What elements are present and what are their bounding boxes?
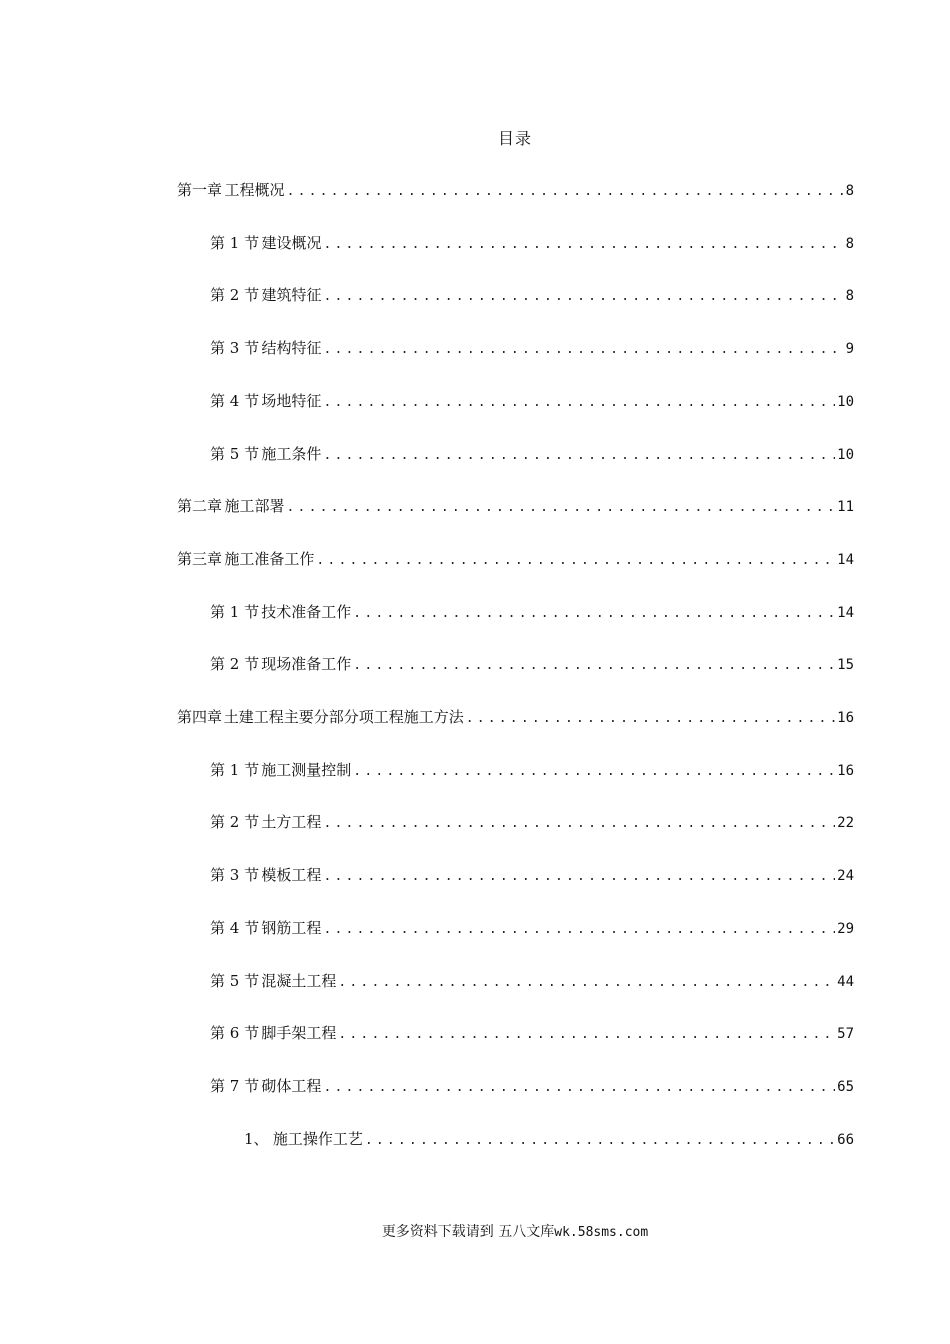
toc-entry-number: 第 7 节	[210, 1077, 260, 1095]
toc-dot-leader	[338, 1025, 835, 1045]
toc-entry-page: 10	[837, 394, 854, 410]
toc-dot-leader	[323, 446, 835, 466]
toc-dot-leader	[338, 973, 835, 993]
toc-entry-page: 14	[837, 552, 854, 568]
toc-entry-number: 第 2 节	[210, 286, 260, 304]
toc-dot-leader	[323, 287, 843, 307]
toc-entry-page: 8	[845, 236, 854, 252]
footer-text: 更多资料下载请到 五八文库	[381, 1224, 555, 1240]
toc-entry[interactable]	[0, 1129, 854, 1149]
toc-entry-page: 29	[837, 921, 854, 937]
page-title: 目录	[497, 129, 532, 148]
toc-entry-title: 钢筋工程	[261, 919, 322, 937]
toc-entry-number: 第 3 节	[210, 866, 260, 884]
toc-entry-number: 第 2 节	[210, 813, 260, 831]
toc-entry-page: 11	[837, 499, 854, 515]
toc-dot-leader	[323, 235, 843, 255]
toc-entry[interactable]	[0, 865, 854, 885]
toc-entry-title: 砌体工程	[261, 1077, 322, 1095]
toc-entry-title: 施工操作工艺	[272, 1130, 363, 1148]
toc-dot-leader	[287, 182, 844, 202]
toc-entry-title: 技术准备工作	[261, 603, 352, 621]
toc-entry[interactable]	[0, 918, 854, 938]
toc-entry-number: 第 1 节	[210, 603, 260, 621]
toc-entry-title: 工程概况	[224, 181, 285, 199]
toc-entry-number: 第 4 节	[210, 392, 260, 410]
toc-entry-number: 第 6 节	[210, 1024, 260, 1042]
toc-entry-page: 65	[837, 1079, 854, 1095]
toc-entry-page: 8	[845, 183, 854, 199]
toc-entry[interactable]	[0, 496, 854, 516]
toc-dot-leader	[323, 1078, 835, 1098]
toc-dot-leader	[353, 762, 835, 782]
toc-entry[interactable]	[0, 180, 854, 200]
footer	[0, 1221, 950, 1241]
toc-entry-number: 第 3 节	[210, 339, 260, 357]
toc-entry[interactable]	[0, 233, 854, 253]
toc-entry-title: 结构特征	[261, 339, 322, 357]
toc-entry-number: 第 2 节	[210, 655, 260, 673]
toc-dot-leader	[316, 551, 835, 571]
toc-entry-number: 第四章	[177, 708, 223, 726]
toc-entry-page: 24	[837, 868, 854, 884]
toc-entry-title: 土建工程主要分部分项工程施工方法	[223, 708, 464, 726]
toc-entry[interactable]	[0, 760, 854, 780]
toc-entry[interactable]	[0, 602, 854, 622]
toc-entry-title: 施工测量控制	[261, 761, 352, 779]
toc-entry-title: 场地特征	[261, 392, 322, 410]
toc-dot-leader	[323, 867, 835, 887]
toc-entry-number: 第 1 节	[210, 234, 260, 252]
toc-entry-number: 第 1 节	[210, 761, 260, 779]
toc-entry-number: 第 4 节	[210, 919, 260, 937]
toc-entry[interactable]	[0, 549, 854, 569]
toc-entry-page: 15	[837, 657, 854, 673]
toc-entry-title: 施工部署	[224, 497, 285, 515]
toc-entry[interactable]	[0, 1076, 854, 1096]
toc-dot-leader	[323, 340, 843, 360]
toc-entry-title: 现场准备工作	[261, 655, 352, 673]
toc-entry[interactable]	[0, 338, 854, 358]
toc-dot-leader	[287, 498, 836, 518]
toc-dot-leader	[323, 393, 835, 413]
toc-entry-number: 第二章	[177, 497, 223, 515]
toc-entry-number: 第一章	[177, 181, 223, 199]
toc-entry-title: 模板工程	[261, 866, 322, 884]
toc-entry[interactable]	[0, 391, 854, 411]
toc-entry[interactable]	[0, 444, 854, 464]
toc-entry-page: 66	[837, 1132, 854, 1148]
toc-entry-title: 土方工程	[261, 813, 322, 831]
toc-entry-title: 施工条件	[261, 445, 322, 463]
toc-entry[interactable]	[0, 654, 854, 674]
toc-entry-page: 14	[837, 605, 854, 621]
toc-entry-number: 第三章	[177, 550, 223, 568]
toc-entry-page: 16	[837, 763, 854, 779]
toc-entry-page: 22	[837, 815, 854, 831]
toc-dot-leader	[353, 604, 835, 624]
toc-entry-title: 建筑特征	[261, 286, 322, 304]
toc-entry-number: 第 5 节	[210, 445, 260, 463]
toc-dot-leader	[466, 709, 835, 729]
toc-entry-number: 1、	[244, 1130, 269, 1148]
toc-entry-page: 44	[837, 974, 854, 990]
toc-entry-page: 10	[837, 447, 854, 463]
toc-entry[interactable]	[0, 707, 854, 727]
toc-entry-number: 第 5 节	[210, 972, 260, 990]
toc-entry[interactable]	[0, 1023, 854, 1043]
toc-entry-title: 建设概况	[261, 234, 322, 252]
footer-link[interactable]: wk.58sms.com	[554, 1225, 649, 1240]
toc-entry-title: 混凝土工程	[261, 972, 337, 990]
toc-entry-page: 8	[845, 288, 854, 304]
toc-dot-leader	[365, 1131, 835, 1151]
toc-dot-leader	[323, 920, 835, 940]
toc-entry[interactable]	[0, 812, 854, 832]
toc-entry-title: 脚手架工程	[261, 1024, 337, 1042]
toc-entry[interactable]	[0, 971, 854, 991]
toc-dot-leader	[353, 656, 835, 676]
toc-entry-title: 施工准备工作	[224, 550, 315, 568]
toc-entry-page: 16	[837, 710, 854, 726]
toc-entry-page: 9	[845, 341, 854, 357]
toc-dot-leader	[323, 814, 835, 834]
toc-entry-page: 57	[837, 1026, 854, 1042]
toc-entry[interactable]	[0, 285, 854, 305]
